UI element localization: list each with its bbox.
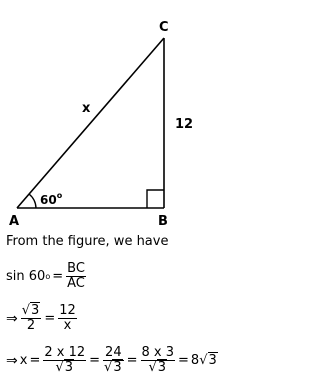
fraction-bc-ac <box>66 262 86 291</box>
radicand: 3 <box>113 360 122 375</box>
equals: = <box>29 353 41 368</box>
equals: = <box>52 269 64 284</box>
fraction-8x3-over-root3 <box>141 346 176 375</box>
angle-label <box>40 191 63 207</box>
angle-degree: o <box>56 191 63 200</box>
fraction-root3-over-2 <box>21 304 42 333</box>
equals: = <box>178 353 189 368</box>
fraction-numerator: 12 <box>59 303 76 318</box>
triangle-diagram <box>0 0 237 232</box>
fraction-denominator: x <box>63 318 72 333</box>
angle-arc <box>29 194 36 208</box>
sqrt <box>55 361 74 375</box>
fraction-denominator <box>43 361 86 375</box>
radicand: 3 <box>64 360 74 375</box>
fraction-2x12-over-root3 <box>43 346 86 375</box>
result-coefficient: 8 <box>190 353 200 368</box>
radical-icon: √ <box>55 360 64 375</box>
fraction-numerator: 24 <box>103 346 124 361</box>
angle-value: 60 <box>40 193 57 207</box>
solution-line-1 <box>6 262 87 291</box>
fraction-denominator: AC <box>67 276 85 291</box>
radical-icon: √ <box>148 360 157 375</box>
sqrt <box>104 361 123 375</box>
equals: = <box>89 353 101 368</box>
fraction-denominator <box>141 361 176 375</box>
hypotenuse-label: x <box>82 101 91 116</box>
radical-icon: √ <box>199 353 208 368</box>
fraction-denominator: 2 <box>26 318 36 333</box>
fraction-denominator <box>103 361 124 375</box>
solution-line-3 <box>6 346 218 375</box>
fraction-numerator <box>21 304 42 319</box>
equals: = <box>44 311 56 326</box>
fraction-numerator: 2 x 12 <box>44 345 86 360</box>
fraction-numerator: BC <box>67 261 85 276</box>
vertical-side-label: 12 <box>175 117 194 132</box>
implies-arrow-icon: ⇒ <box>6 310 18 327</box>
degree-sign: o <box>45 272 51 281</box>
fraction-numerator: 8 x 3 <box>141 345 175 360</box>
vertex-label-a: A <box>9 214 20 229</box>
equals: = <box>126 353 138 368</box>
sqrt <box>22 304 41 318</box>
radicand: 3 <box>157 360 167 375</box>
implies-arrow-icon: ⇒ <box>6 352 18 369</box>
radicand: 3 <box>208 353 217 368</box>
fraction-12-over-x <box>58 304 77 333</box>
result-sqrt <box>199 353 218 368</box>
sqrt <box>148 361 167 375</box>
solution-line-2 <box>6 304 78 333</box>
vertex-label-b: B <box>158 214 168 229</box>
side-ac <box>17 38 164 208</box>
solution-intro <box>6 234 168 249</box>
sin-term: sin 60 <box>6 269 46 284</box>
fraction-24-over-root3 <box>103 346 124 375</box>
radicand: 3 <box>31 303 40 318</box>
intro-text: From the figure, we have <box>6 234 169 249</box>
vertex-label-c: C <box>159 20 169 35</box>
right-angle-marker <box>147 190 164 208</box>
radical-icon: √ <box>104 360 113 375</box>
radical-icon: √ <box>21 303 31 318</box>
variable-x: x <box>19 353 28 368</box>
